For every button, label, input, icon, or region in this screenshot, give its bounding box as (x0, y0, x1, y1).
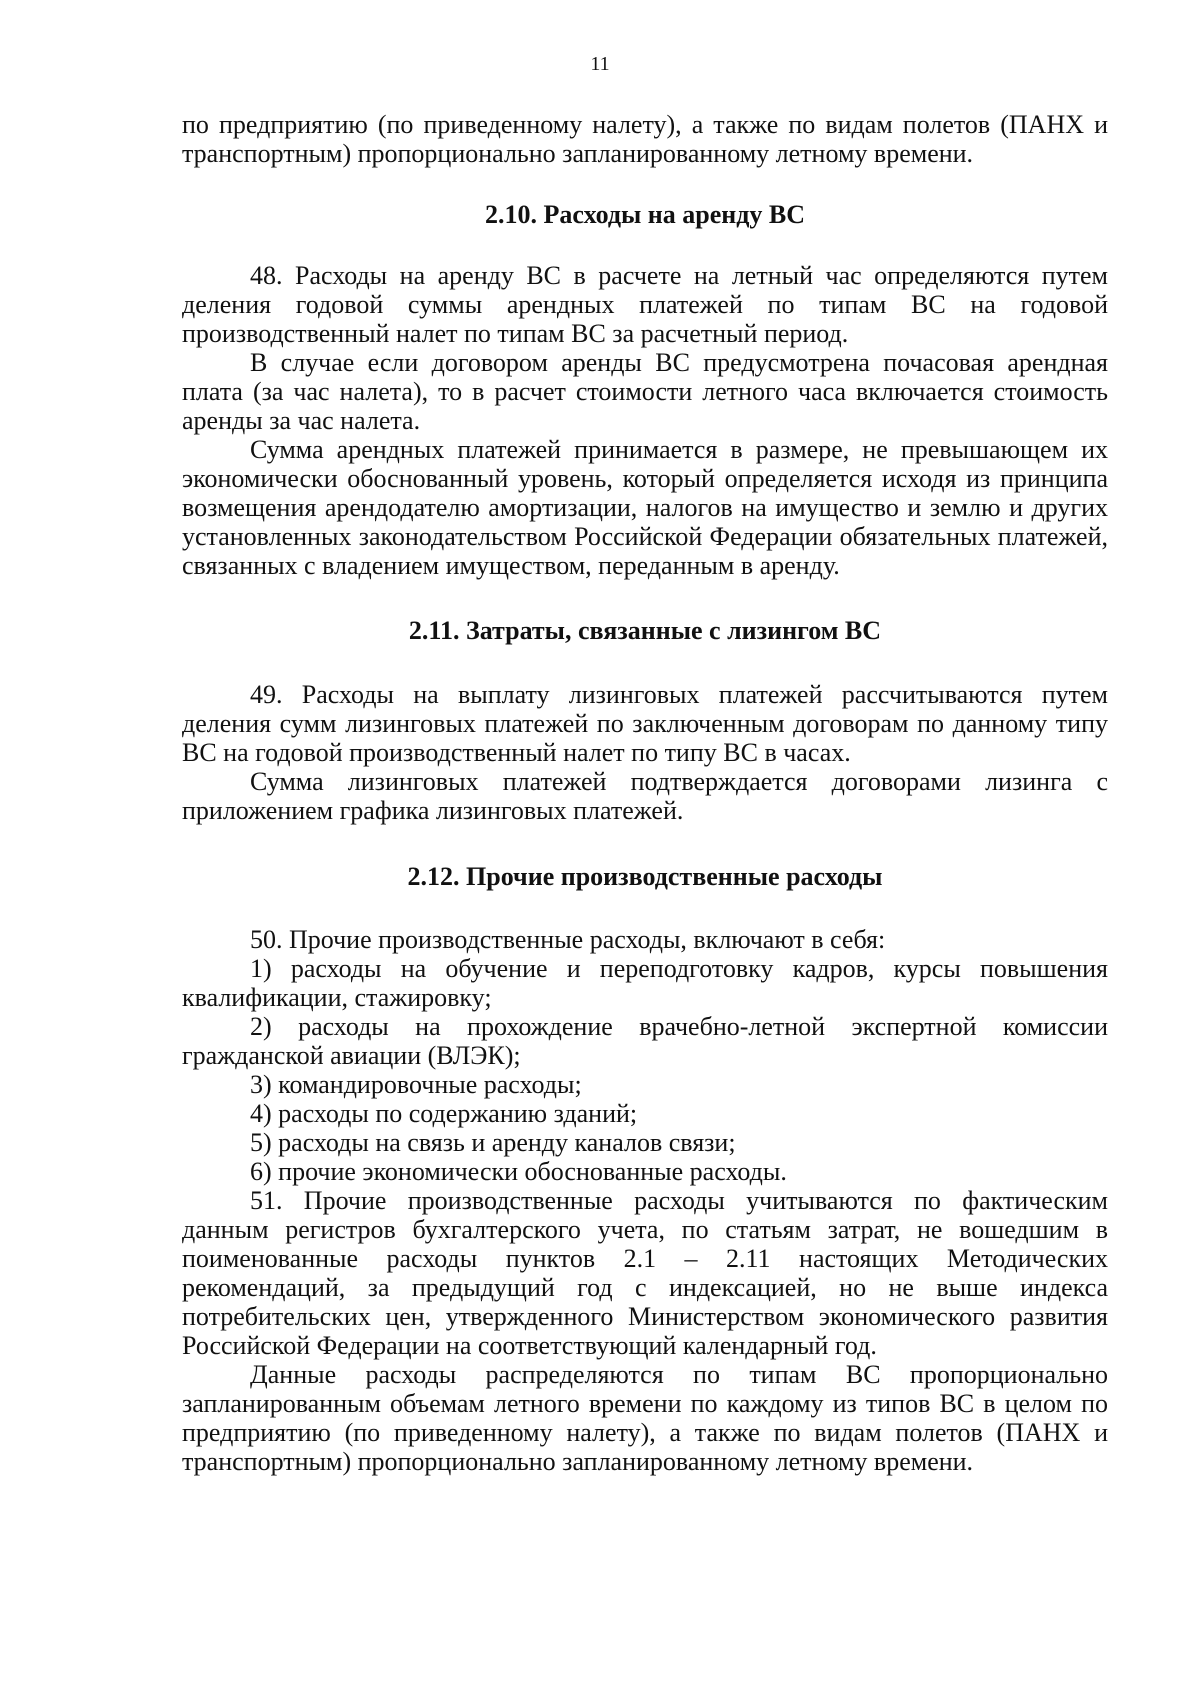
list-item: 5) расходы на связь и аренду каналов связи; (250, 1128, 736, 1157)
paragraph-48-rent-amount: Сумма арендных платежей принимается в размере, не превышающем их экономически обоснованный уровень, который определяется исходя из принципа возмещения арендодателю амортизации, налогов на имущество и землю и других установленных законодательством Российской Федерации обязательных платежей, связанных с владением имуществом, переданным в аренду. (182, 435, 1108, 580)
section-heading-2-11: 2.11. Затраты, связанные с лизингом ВС (408, 616, 882, 645)
list-item: 6) прочие экономически обоснованные расходы. (250, 1157, 787, 1186)
paragraph-51-distribution: Данные расходы распределяются по типам ВС пропорционально запланированным объемам летного времени по каждому из типов ВС в целом по предприятию (по приведенному налету), а также по видам полетов (ПАНХ и транспортным) пропорционально запланированному летному времени. (182, 1360, 1108, 1476)
paragraph-51: 51. Прочие производственные расходы учитываются по фактическим данным регистров бухгалтерского учета, по статьям затрат, не вошедшим в поименованные расходы пунктов 2.1 – 2.11 настоящих Методических рекомендаций, за предыдущий год с индексацией, но не выше индекса потребительских цен, утвержденного Министерством экономического развития Российской Федерации на соответствующий календарный год. (182, 1186, 1108, 1360)
list-item: 3) командировочные расходы; (250, 1070, 582, 1099)
paragraph-50: 50. Прочие производственные расходы, включают в себя: (250, 925, 886, 954)
list-item: 4) расходы по содержанию зданий; (250, 1099, 638, 1128)
paragraph-49: 49. Расходы на выплату лизинговых платежей рассчитываются путем деления сумм лизинговых платежей по заключенным договорам по данному типу ВС на годовой производственный налет по типу ВС в часах. (182, 680, 1108, 767)
section-heading-2-12: 2.12. Прочие производственные расходы (407, 862, 883, 891)
continuation-paragraph: по предприятию (по приведенному налету), а также по видам полетов (ПАНХ и транспортным) пропорционально запланированному летному времени. (182, 110, 1108, 168)
paragraph-48: 48. Расходы на аренду ВС в расчете на летный час определяются путем деления годовой суммы арендных платежей по типам ВС на годовой производственный налет по типам ВС за расчетный период. (182, 261, 1108, 348)
list-item: 1) расходы на обучение и переподготовку кадров, курсы повышения квалификации, стажировку; (182, 954, 1108, 1012)
page-number: 11 (590, 53, 610, 75)
list-item: 2) расходы на прохождение врачебно-летной экспертной комиссии гражданской авиации (ВЛЭК); (182, 1012, 1108, 1070)
section-heading-2-10: 2.10. Расходы на аренду ВС (484, 200, 806, 229)
paragraph-49-confirmation: Сумма лизинговых платежей подтверждается договорами лизинга с приложением графика лизинговых платежей. (182, 767, 1108, 825)
page-content (182, 110, 1108, 1476)
paragraph-48-hourly-rent: В случае если договором аренды ВС предусмотрена почасовая арендная плата (за час налета), то в расчет стоимости летного часа включается стоимость аренды за час налета. (182, 348, 1108, 435)
